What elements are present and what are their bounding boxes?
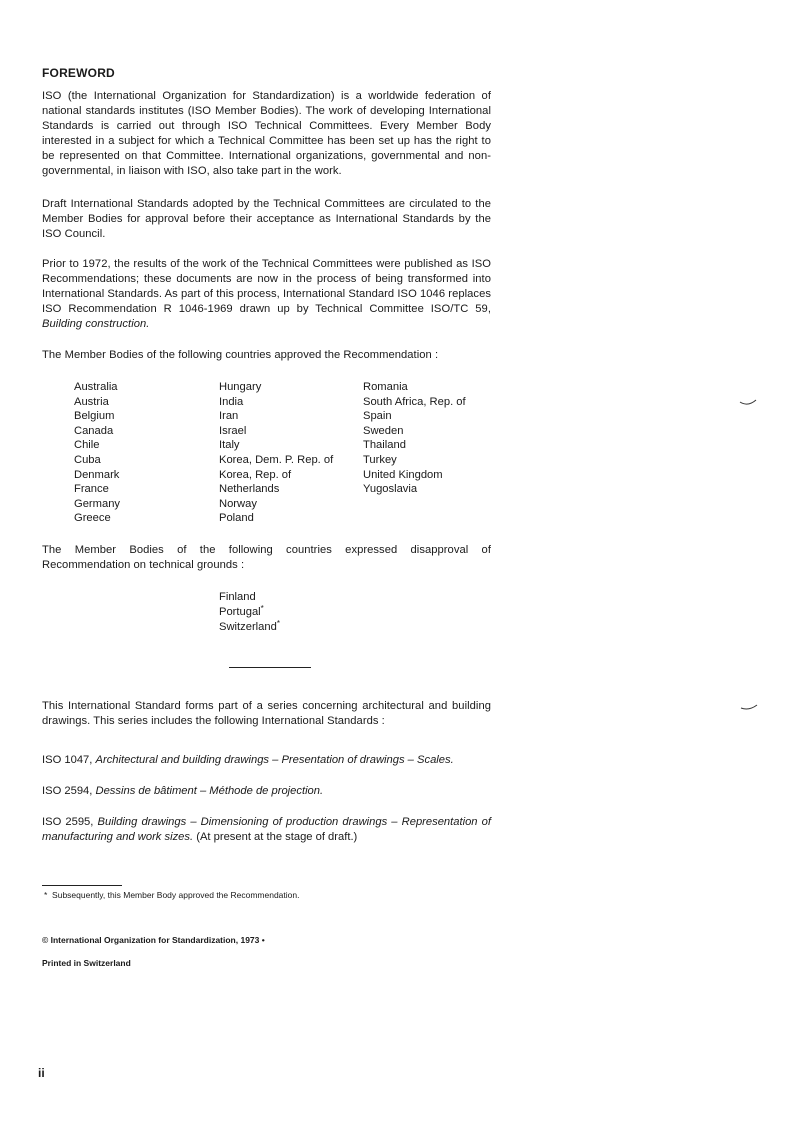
footnote-marker: * [44, 890, 48, 900]
country-item: Cuba [74, 453, 101, 466]
foreword-heading: FOREWORD [42, 66, 115, 80]
reference-title: Architectural and building drawings – Presentation of drawings – Scales. [95, 754, 454, 766]
country-name: Switzerland [219, 621, 277, 633]
approved-countries-column-1 [74, 380, 120, 526]
country-item: Turkey [363, 453, 397, 466]
country-item: Greece [74, 512, 111, 525]
country-item: Israel [219, 424, 247, 437]
country-item: Belgium [74, 410, 115, 423]
country-item [219, 590, 280, 605]
country-item [219, 620, 280, 635]
printed-in-notice: Printed in Switzerland [42, 958, 131, 968]
country-item: United Kingdom [363, 468, 443, 481]
country-item: Chile [74, 439, 100, 452]
series-intro: This International Standard forms part of a series concerning architectural and building drawings. This series includes the following International Standards : [42, 700, 491, 727]
country-item: Netherlands [219, 483, 280, 496]
reference-code: ISO 1047, [42, 754, 96, 766]
footnote-divider [42, 885, 122, 886]
approved-countries-column-2 [219, 380, 333, 526]
country-item: Norway [219, 497, 257, 510]
country-item: Korea, Rep. of [219, 468, 292, 481]
footnote-marker: * [260, 604, 264, 613]
country-item: Yugoslavia [363, 483, 418, 496]
country-item: France [74, 483, 109, 496]
paragraph-iso-intro: ISO (the International Organization for Standardization) is a worldwide federation of national standards institutes (ISO Member Bodies). The work of developing International Standards is carried out through ISO Technical Committees. Every Member Body interested in a subject for which a Technical Committee has been set up has the right to be represented on that Committee. International organizations, governmental and non-governmental, in liaison with ISO, also take part in the work. [42, 90, 491, 177]
country-item: Iran [219, 410, 239, 423]
country-item: Italy [219, 439, 240, 452]
country-item: Thailand [363, 439, 406, 452]
committee-title: Building construction. [42, 318, 150, 330]
country-item: Austria [74, 395, 109, 408]
copyright-notice: © International Organization for Standardization, 1973 • [42, 935, 265, 945]
disapproved-countries-list [219, 590, 280, 635]
country-item: Germany [74, 497, 121, 510]
country-item: South Africa, Rep. of [363, 395, 466, 408]
reference-code: ISO 2595, [42, 816, 98, 828]
country-name: Portugal [219, 606, 261, 618]
paragraph-draft-standards: Draft International Standards adopted by the Technical Committees are circulated to the Member Bodies for approval before their acceptance as International Standards by the ISO Council. [42, 198, 491, 240]
country-item: Australia [74, 381, 118, 393]
country-item: Sweden [363, 424, 404, 437]
reference-iso-1047 [42, 753, 491, 768]
section-divider [229, 667, 311, 668]
margin-mark-icon [740, 703, 758, 711]
reference-title: Dessins de bâtiment – Méthode de projection. [95, 785, 324, 797]
country-item: Spain [363, 410, 392, 423]
country-item: Korea, Dem. P. Rep. of [219, 453, 334, 466]
approved-countries-column-3 [363, 380, 466, 497]
country-item [219, 605, 280, 620]
country-item: Romania [363, 381, 408, 393]
paragraph-recommendations-text: Prior to 1972, the results of the work of the Technical Committees were published as ISO Recommendations; these documents are now in the process of being transformed into International Standards. As part of this process, International Standard ISO 1046 replaces ISO Recommendation R 1046-1969 drawn up by Technical Committee ISO/TC 59, [42, 258, 491, 315]
country-item: India [219, 395, 244, 408]
footnote-text: Subsequently, this Member Body approved the Recommendation. [52, 890, 300, 900]
margin-mark-icon [739, 398, 757, 406]
reference-code: ISO 2594, [42, 785, 96, 797]
reference-iso-2595 [42, 815, 491, 845]
disapproval-intro: The Member Bodies of the following countries expressed disapproval of Recommendation on technical grounds : [42, 544, 491, 571]
reference-title: Building drawings – Dimensioning of production drawings – Representation of manufacturing and work sizes. [42, 816, 491, 843]
country-item: Poland [219, 512, 254, 525]
reference-iso-2594 [42, 784, 491, 799]
country-item: Denmark [74, 468, 120, 481]
page-number: ii [38, 1066, 45, 1080]
country-item: Hungary [219, 381, 262, 393]
reference-note: (At present at the stage of draft.) [193, 831, 358, 843]
footnote [44, 890, 299, 900]
country-name: Finland [219, 591, 256, 603]
approval-intro: The Member Bodies of the following countries approved the Recommendation : [42, 349, 439, 361]
footnote-marker: * [276, 619, 280, 628]
country-item: Canada [74, 424, 114, 437]
paragraph-recommendations-history [42, 257, 491, 332]
